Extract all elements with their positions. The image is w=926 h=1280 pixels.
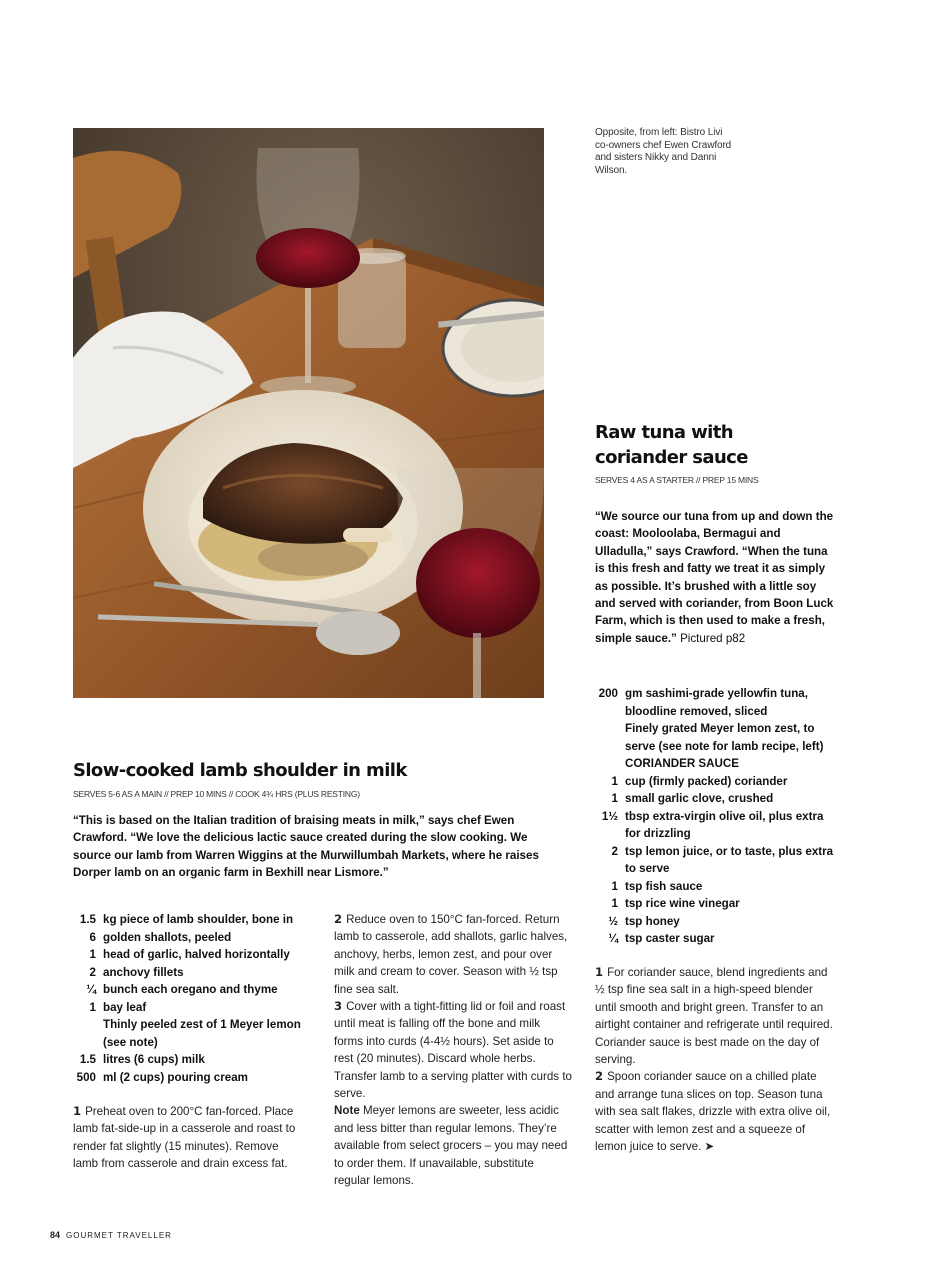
ingredient-text: tsp caster sugar: [625, 932, 715, 945]
ingredient-row: [595, 878, 840, 896]
ingredient-text: tsp fish sauce: [625, 879, 703, 893]
page-number: 84: [50, 1230, 61, 1240]
ingredient-qty: 1: [89, 1000, 96, 1014]
step-number: 1: [73, 1104, 82, 1118]
ingredient-row: [595, 790, 840, 808]
method-step: [334, 998, 572, 1102]
ingredient-qty: ½: [608, 914, 618, 928]
step-text: Spoon coriander sauce on a chilled plate and arrange tuna slices on top. Season tuna with sea salt flakes, drizzle with extra olive oil, scatter with lemon zest and a squeeze of lemon juice to serve. ➤: [595, 1070, 831, 1154]
ingredient-qty: 1: [611, 897, 618, 910]
ingredient-row: [73, 1051, 313, 1069]
tuna-method: [595, 964, 835, 1155]
note-label: Note: [334, 1104, 360, 1118]
ingredient-text: tsp lemon juice, or to taste, plus extra to serve: [625, 844, 834, 875]
ingredient-qty: [595, 755, 625, 773]
step-number: 1: [595, 965, 604, 979]
ingredient-qty: ¼: [608, 932, 618, 945]
lamb-note: [334, 1102, 572, 1189]
ingredient-qty: 1.5: [79, 913, 96, 926]
note-text: Meyer lemons are sweeter, less acidic and less bitter than regular lemons. They’re available from select grocers – you may need to order them. If unavailable, substitute regular lemons.: [334, 1104, 568, 1188]
step-text: Cover with a tight-fitting lid or foil and roast until meat is falling off the bone and milk forms into curds (4-4½ hours). Set aside to rest (20 minutes). Discard whole herbs. Transfer lamb to a serving platter with curds to serve.: [334, 1000, 572, 1101]
ingredient-row: [73, 999, 313, 1017]
ingredient-row: [595, 808, 840, 843]
ingredient-text: small garlic clove, crushed: [625, 792, 774, 805]
tuna-ingredients-list: [595, 685, 840, 948]
ingredient-qty: 1: [611, 792, 618, 805]
ingredient-qty: 500: [76, 1070, 96, 1084]
ingredient-qty: [595, 720, 625, 755]
ingredient-text: ml (2 cups) pouring cream: [103, 1070, 248, 1084]
tuna-intro-quote: “We source our tuna from up and down the coast: Mooloolaba, Bermagui and Ulladulla,” says Crawford. “When the tuna is this fresh and fatty we treat it as simply as possible. It’s brushed with a little soy and served with coriander, from Boon Luck Farm, which is then used to make a fresh, simple sauce.”: [595, 510, 834, 645]
ingredient-qty: 6: [89, 930, 96, 944]
ingredient-row: [595, 755, 840, 773]
ingredient-row: [595, 720, 840, 755]
page-footer: [50, 1230, 172, 1241]
step-text: For coriander sauce, blend ingredients and ½ tsp fine sea salt in a high-speed blender until smooth and bright green. Transfer to an airtight container and refrigerate until required. Coriander sauce is best made on the day of serving.: [595, 966, 833, 1067]
tuna-pictured-ref: Pictured p82: [680, 631, 746, 645]
ingredient-text: tsp honey: [625, 914, 680, 928]
ingredient-text: bunch each oregano and thyme: [103, 983, 278, 996]
ingredient-text: tbsp extra-virgin olive oil, plus extra for drizzling: [625, 809, 824, 840]
method-step: [73, 1103, 303, 1173]
ingredient-qty: 2: [611, 844, 618, 858]
ingredient-qty: 2: [89, 965, 96, 979]
step-text: Reduce oven to 150°C fan-forced. Return lamb to casserole, add shallots, garlic halves, anchovy, herbs, lemon zest, and pour over milk and cream to cover. Season with ½ tsp fine sea salt.: [334, 913, 568, 996]
photo-caption: Opposite, from left: Bistro Livi co-owners chef Ewen Crawford and sisters Nikky and Danni Wilson.: [595, 127, 732, 176]
ingredient-text: gm sashimi-grade yellowfin tuna, bloodline removed, sliced: [625, 687, 808, 718]
method-step: [595, 1068, 835, 1155]
lamb-method-col1: [73, 1103, 303, 1173]
ingredient-row: [595, 773, 840, 791]
ingredient-row: [73, 1016, 313, 1051]
tuna-recipe-intro: [595, 508, 835, 647]
lamb-ingredients-list: [73, 911, 313, 1086]
tuna-title-line2: coriander sauce: [595, 447, 748, 468]
ingredient-qty: [73, 1016, 103, 1051]
magazine-name: GOURMET TRAVELLER: [66, 1231, 172, 1240]
ingredient-qty: 1: [611, 879, 618, 893]
ingredient-text: Finely grated Meyer lemon zest, to serve (see note for lamb recipe, left): [625, 722, 824, 753]
step-number: 2: [334, 912, 343, 926]
ingredient-text: anchovy fillets: [103, 965, 184, 979]
ingredient-row: [595, 685, 840, 720]
ingredient-qty: 1: [611, 774, 618, 788]
ingredient-row: [595, 930, 840, 948]
ingredient-text: tsp rice wine vinegar: [625, 897, 740, 910]
tuna-recipe-title: [595, 420, 845, 470]
step-number: 2: [595, 1069, 604, 1084]
lamb-recipe-title: Slow-cooked lamb shoulder in milk: [73, 760, 407, 781]
ingredient-text: litres (6 cups) milk: [103, 1053, 205, 1066]
ingredient-text: golden shallots, peeled: [103, 930, 232, 944]
ingredient-row: [595, 913, 840, 931]
step-number: 3: [334, 999, 343, 1014]
lamb-recipe-intro: “This is based on the Italian tradition of braising meats in milk,” says chef Ewen Crawford. “We love the delicious lactic sauce created during the slow cooking. We source our lamb from Warren Wiggins at the Murwillumbah Markets, where he raises Dorper lamb on an organic farm in Bexhill near Lismore.”: [73, 814, 539, 880]
lamb-method-col2: [334, 911, 572, 1190]
ingredient-row: [73, 946, 313, 964]
ingredient-text: head of garlic, halved horizontally: [103, 948, 290, 961]
ingredient-qty: ¼: [86, 983, 96, 996]
ingredient-text: cup (firmly packed) coriander: [625, 774, 788, 788]
ingredient-row: [73, 929, 313, 947]
ingredient-qty: 1: [89, 948, 96, 961]
lamb-recipe-meta: SERVES 5-6 AS A MAIN // PREP 10 MINS // COOK 4¾ HRS (PLUS RESTING): [73, 789, 360, 799]
ingredient-subheading: CORIANDER SAUCE: [625, 757, 740, 770]
lamb-dish-photo: [73, 128, 544, 698]
method-step: [334, 911, 572, 998]
tuna-title-line1: Raw tuna with: [595, 422, 733, 443]
ingredient-text: Thinly peeled zest of 1 Meyer lemon (see note): [103, 1018, 301, 1049]
ingredient-qty: 200: [598, 687, 618, 700]
method-step: [595, 964, 835, 1068]
ingredient-row: [595, 895, 840, 913]
ingredient-qty: 1½: [601, 809, 618, 823]
ingredient-row: [73, 1069, 313, 1087]
ingredient-row: [73, 964, 313, 982]
tuna-recipe-meta: SERVES 4 AS A STARTER // PREP 15 MINS: [595, 475, 759, 485]
ingredient-row: [73, 911, 313, 929]
ingredient-row: [595, 843, 840, 878]
step-text: Preheat oven to 200°C fan-forced. Place lamb fat-side-up in a casserole and roast to render fat slightly (15 minutes). Remove lamb from casserole and drain excess fat.: [73, 1105, 296, 1171]
ingredient-text: kg piece of lamb shoulder, bone in: [103, 913, 294, 926]
ingredient-qty: 1.5: [79, 1053, 96, 1066]
ingredient-row: [73, 981, 313, 999]
ingredient-text: bay leaf: [103, 1000, 147, 1014]
